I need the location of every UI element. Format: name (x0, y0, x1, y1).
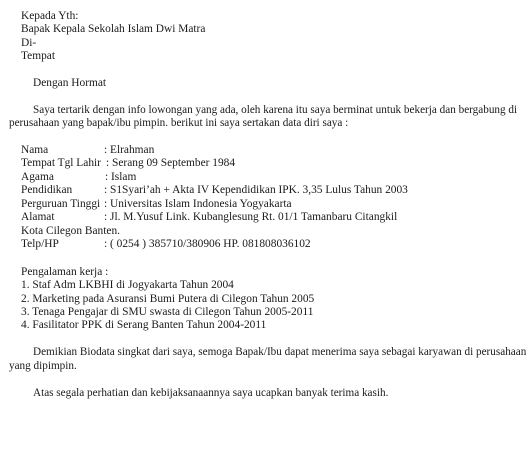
profile-label-ttl: Tempat Tgl Lahir (21, 157, 101, 169)
profile-label-nama: Nama (21, 144, 49, 156)
profile-label-pendidikan: Pendidikan (21, 184, 73, 196)
intro-line-1: Saya tertarik dengan info lowongan yang ada, oleh karena itu saya berminat untuk bekerja dan bergabung di (33, 104, 518, 116)
experience-item: 3. Tenaga Pengajar di SMU swasta di Cilegon Tahun 2005-2011 (21, 306, 314, 318)
experience-item: 2. Marketing pada Asuransi Bumi Putera di Cilegon Tahun 2005 (21, 293, 315, 305)
closing-line-1: Demikian Biodata singkat dari saya, semoga Bapak/Ibu dapat menerima saya sebagai karyawan di perusahaan (33, 346, 526, 358)
recipient-line-4: Tempat (21, 50, 55, 62)
profile-value-perguruan-tinggi: : Universitas Islam Indonesia Yogyakarta (104, 198, 292, 210)
experience-heading: Pengalaman kerja : (21, 266, 109, 278)
recipient-line-3: Di- (21, 37, 37, 49)
profile-label-alamat: Alamat (21, 211, 55, 223)
profile-value-agama: : Islam (105, 171, 137, 183)
experience-item: 1. Staf Adm LKBHI di Jogyakarta Tahun 2004 (21, 279, 234, 291)
profile-value-alamat: : Jl. M.Yusuf Link. Kubanglesung Rt. 01/1 Tamanbaru Citangkil (104, 211, 398, 223)
closing-line-2: yang dipimpin. (9, 360, 77, 372)
experience-item: 4. Fasilitator PPK di Serang Banten Tahun 2004-2011 (21, 319, 267, 331)
recipient-line-1: Kepada Yth: (21, 10, 79, 22)
profile-value-pendidikan: : S1Syari’ah + Akta IV Kependidikan IPK. 3,35 Lulus Tahun 2003 (104, 184, 408, 196)
profile-value-alamat-cont: Kota Cilegon Banten. (21, 225, 121, 237)
profile-label-agama: Agama (21, 171, 54, 183)
intro-line-2: perusahaan yang bapak/ibu pimpin. berikut ini saya sertakan data diri saya : (9, 117, 349, 129)
closing-thanks: Atas segala perhatian dan kebijaksanaannya saya ucapkan banyak terima kasih. (33, 387, 389, 399)
profile-label-perguruan-tinggi: Perguruan Tinggi (21, 198, 101, 210)
profile-label-telp: Telp/HP (21, 238, 59, 250)
profile-value-nama: : Elrahman (104, 144, 155, 156)
profile-value-telp: : ( 0254 ) 385710/380906 HP. 081808036102 (104, 238, 311, 250)
greeting: Dengan Hormat (33, 77, 107, 89)
profile-value-ttl: : Serang 09 September 1984 (106, 157, 236, 169)
recipient-line-2: Bapak Kepala Sekolah Islam Dwi Matra (21, 23, 206, 35)
